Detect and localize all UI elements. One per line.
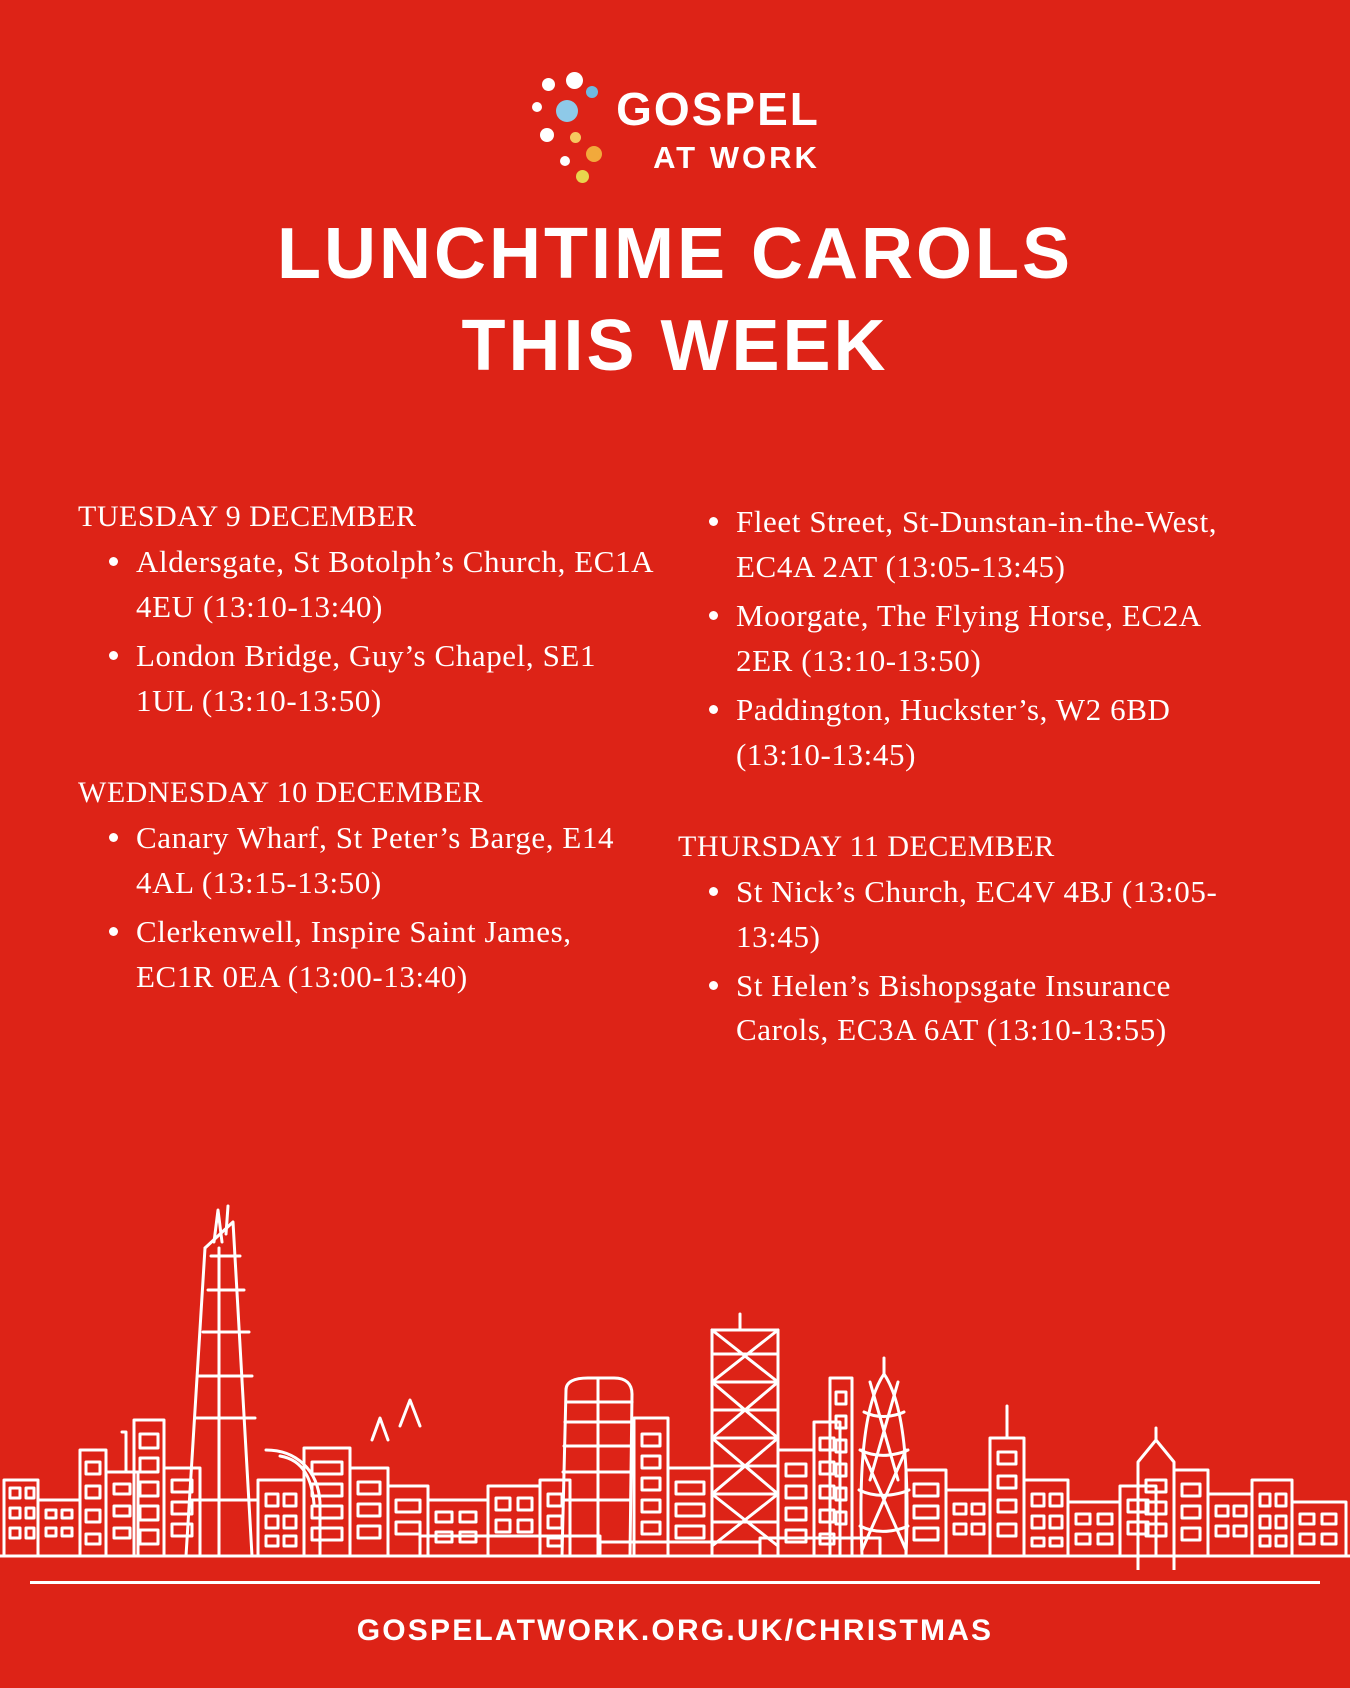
day-heading-tuesday: TUESDAY 9 DECEMBER — [78, 500, 417, 533]
logo-inner — [530, 72, 820, 187]
schedule-columns — [78, 500, 1278, 1057]
page-title — [0, 208, 1350, 392]
list-item: Paddington, Huckster’s, W2 6BD (13:10-13:45) — [706, 688, 1258, 778]
schedule-column-left — [78, 500, 658, 1057]
list-item: London Bridge, Guy’s Chapel, SE1 1UL (13:10-13:50) — [106, 634, 658, 724]
logo-dots-icon — [530, 72, 602, 187]
logo-gospel-text: GOSPEL — [616, 83, 820, 135]
brand-logo — [0, 72, 1350, 187]
list-item: St Helen’s Bishopsgate Insurance Carols, EC3A 6AT (13:10-13:55) — [706, 964, 1258, 1054]
list-item: St Nick’s Church, EC4V 4BJ (13:05-13:45) — [706, 870, 1258, 960]
london-skyline-illustration — [0, 1150, 1350, 1570]
list-item: Fleet Street, St-Dunstan-in-the-West, EC4A 2AT (13:05-13:45) — [706, 500, 1258, 590]
list-item: Moorgate, The Flying Horse, EC2A 2ER (13:10-13:50) — [706, 594, 1258, 684]
page-title-line-1: LUNCHTIME CAROLS — [277, 214, 1073, 294]
footer-divider — [30, 1581, 1320, 1584]
event-list-tuesday-continued — [678, 500, 1258, 778]
list-item: Canary Wharf, St Peter’s Barge, E14 4AL (13:15-13:50) — [106, 816, 658, 906]
event-list-wednesday — [78, 816, 658, 1000]
day-heading-thursday: THURSDAY 11 DECEMBER — [678, 829, 1055, 863]
page-title-line-2: THIS WEEK — [461, 306, 889, 387]
event-list-thursday — [678, 870, 1258, 1054]
day-heading-wednesday: WEDNESDAY 10 DECEMBER — [78, 775, 483, 809]
list-item: Aldersgate, St Botolph’s Church, EC1A 4EU (13:10-13:40) — [106, 540, 658, 630]
event-list-tuesday — [78, 540, 658, 724]
list-item: Clerkenwell, Inspire Saint James, EC1R 0EA (13:00-13:40) — [106, 910, 658, 1000]
footer-url[interactable]: GOSPELATWORK.ORG.UK/CHRISTMAS — [356, 1614, 994, 1647]
logo-wordmark — [616, 83, 820, 175]
logo-atwork-text: AT WORK — [653, 140, 820, 175]
schedule-column-right — [678, 500, 1258, 1057]
